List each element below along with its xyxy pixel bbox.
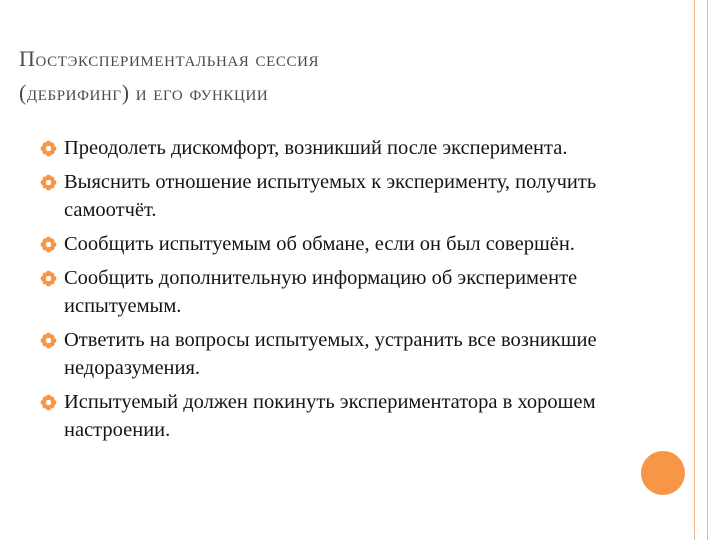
title-line-1: Постэкспериментальная сессия (19, 46, 320, 71)
flower-bullet-icon (40, 270, 57, 287)
bullet-text: Испытуемый должен покинуть экспериментатора в хорошем настроении. (64, 391, 596, 441)
flower-bullet-icon (40, 236, 57, 253)
flower-bullet-icon (40, 174, 57, 191)
list-item (40, 326, 640, 382)
bullet-text: Выяснить отношение испытуемых к эксперименту, получить самоотчёт. (64, 171, 597, 221)
decorative-orange-circle (641, 451, 685, 495)
list-item (40, 264, 640, 320)
bullet-text: Сообщить испытуемым об обмане, если он был совершён. (64, 233, 575, 255)
flower-bullet-icon (40, 332, 57, 349)
list-item (40, 168, 640, 224)
title-line-2: (дебрифинг) и его функции (19, 80, 269, 105)
flower-bullet-icon (40, 140, 57, 157)
list-item (40, 230, 640, 258)
list-item (40, 134, 640, 162)
flower-bullet-icon (40, 394, 57, 411)
list-item (40, 388, 640, 444)
bullet-text: Сообщить дополнительную информацию об эксперименте испытуемым. (64, 267, 578, 317)
bullet-text: Преодолеть дискомфорт, возникший после эксперимента. (64, 137, 568, 159)
slide-title (19, 42, 659, 110)
bullet-list (40, 134, 640, 450)
decorative-frame-bar (694, 0, 708, 540)
bullet-text: Ответить на вопросы испытуемых, устранить все возникшие недоразумения. (64, 329, 597, 379)
